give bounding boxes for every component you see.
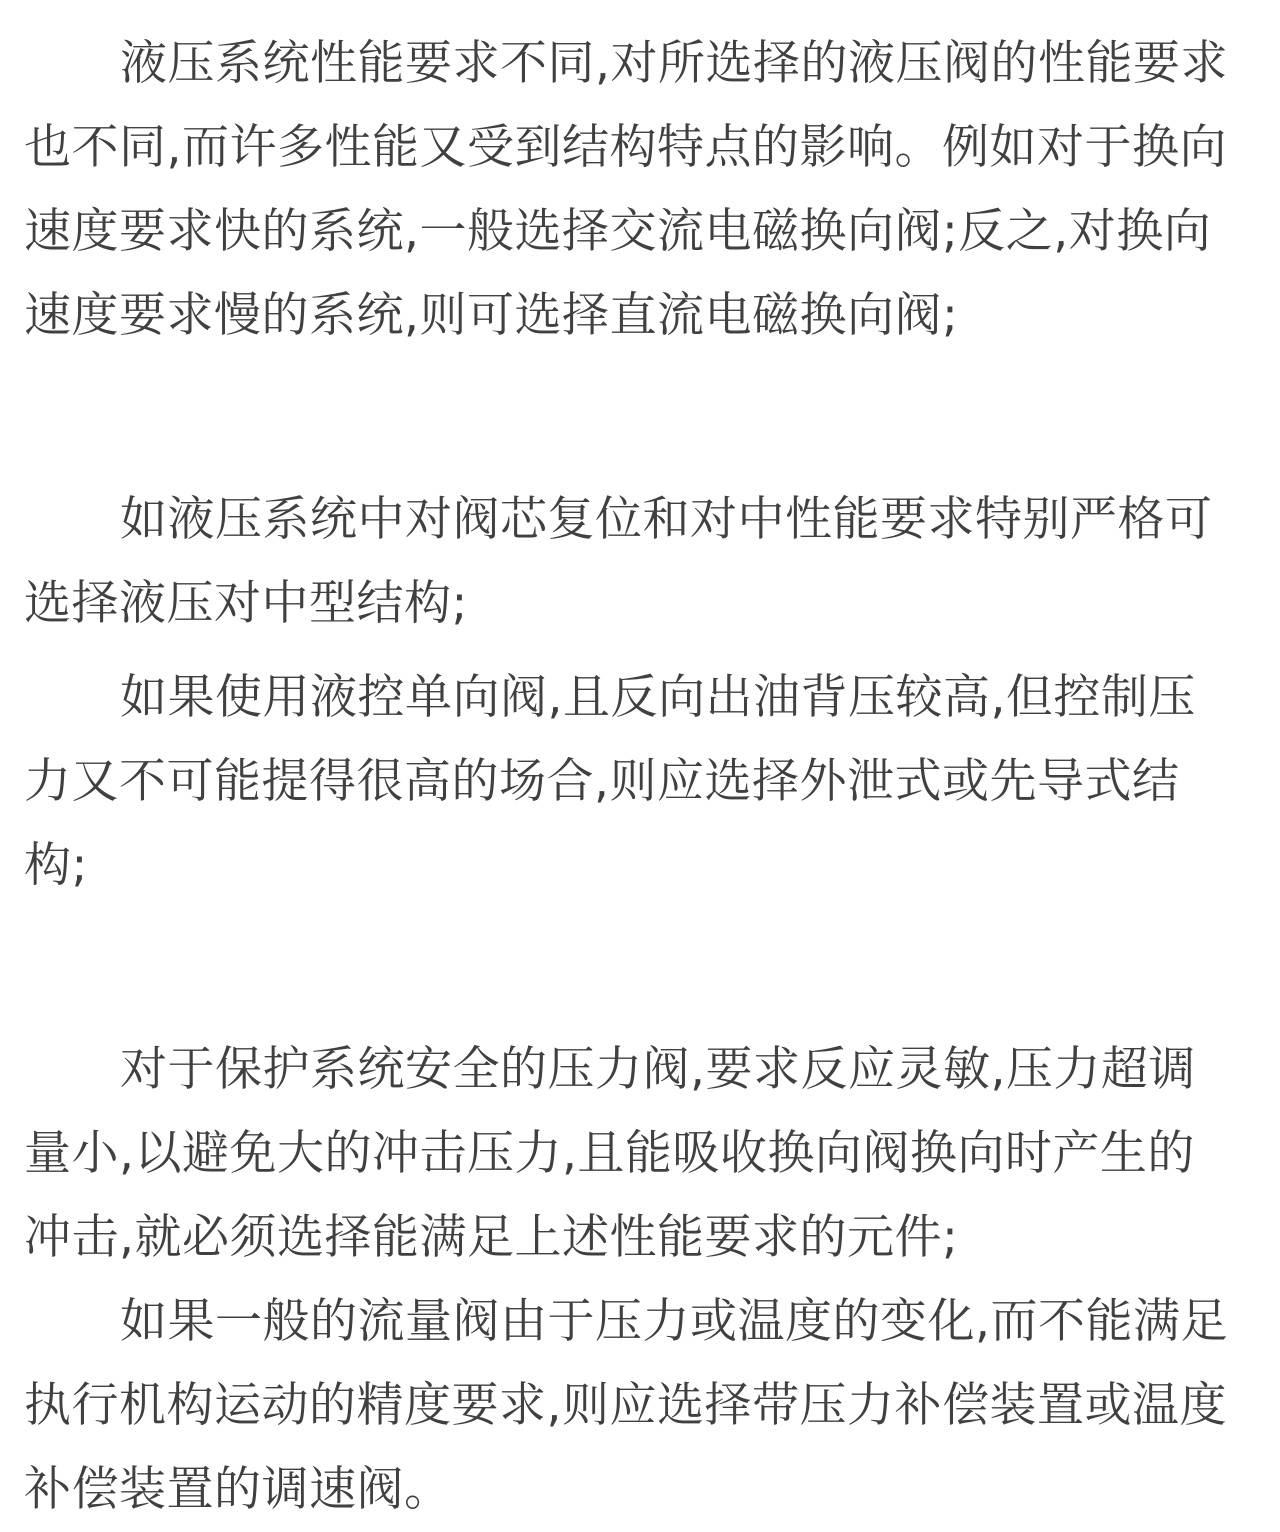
paragraph-spacer (24, 908, 1240, 1028)
paragraph-spacer (24, 358, 1240, 478)
paragraph-spacer (24, 646, 1240, 656)
paragraph-5: 如果一般的流量阀由于压力或温度的变化,而不能满足执行机构运动的精度要求,则应选择带压力补偿装置或温度补偿装置的调速阀。 (24, 1294, 1228, 1517)
paragraph-2: 如液压系统中对阀芯复位和对中性能要求特别严格可选择液压对中型结构; (24, 492, 1213, 631)
paragraph-1: 液压系统性能要求不同,对所选择的液压阀的性能要求也不同,而许多性能又受到结构特点的影响。例如对于换向速度要求快的系统,一般选择交流电磁换向阀;反之,对换向速度要求慢的系统,则可选择直流电磁换向阀; (24, 36, 1228, 343)
paragraph-3: 如果使用液控单向阀,且反向出油背压较高,但控制压力又不可能提得很高的场合,则应选择外泄式或先导式结构; (24, 670, 1196, 893)
paragraph-4: 对于保护系统安全的压力阀,要求反应灵敏,压力超调量小,以避免大的冲击压力,且能吸收换向阀换向时产生的冲击,就必须选择能满足上述性能要求的元件; (24, 1042, 1196, 1265)
